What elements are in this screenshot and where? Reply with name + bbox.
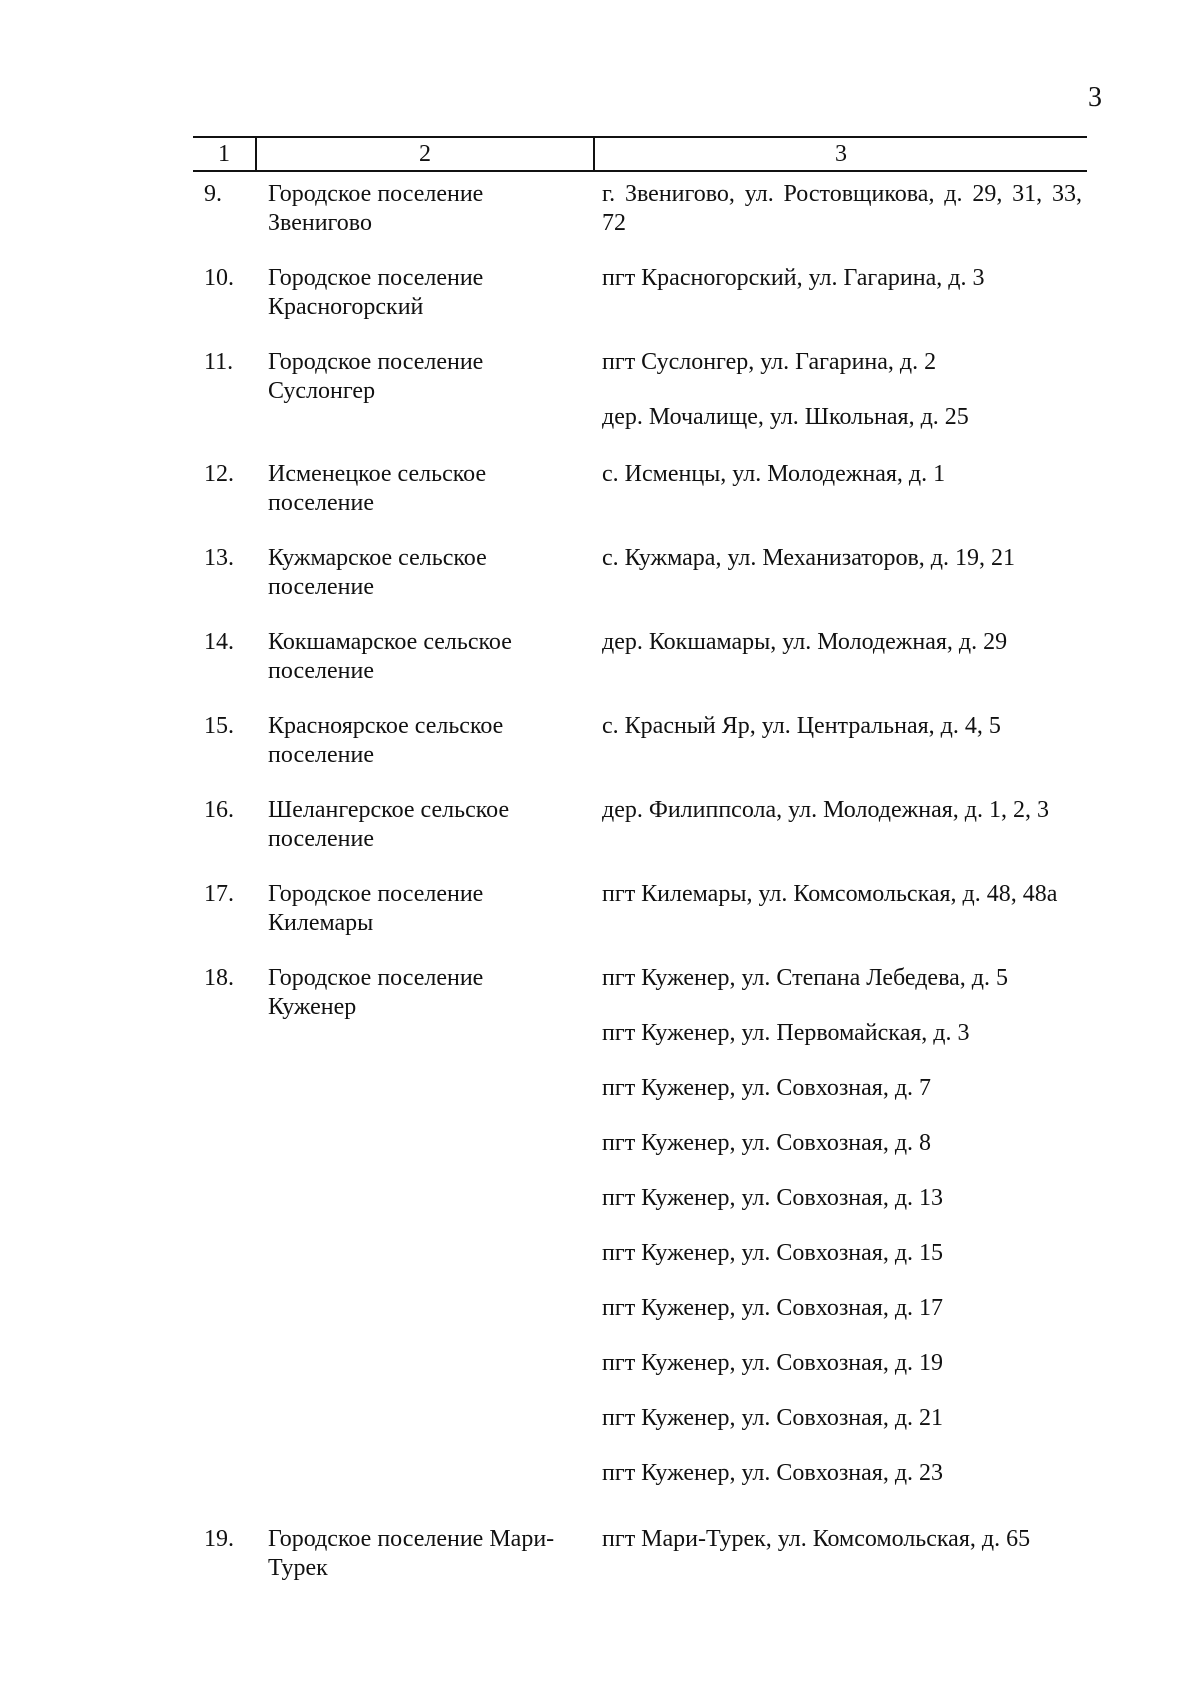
address-item: дер. Мочалище, ул. Школьная, д. 25 [602,404,969,430]
settlement-name: Красноярское сельское поселение [268,713,504,768]
row-number: 10. [204,265,234,291]
address-item: с. Исменцы, ул. Молодежная, д. 1 [602,461,946,487]
row-number: 9. [204,181,222,207]
settlement-name: Кужмарское сельское поселение [268,545,487,600]
row-number: 15. [204,713,234,739]
address-list [602,712,1082,767]
settlement-name: Исменецкое сельское поселение [268,461,487,516]
address-item: пгт Куженер, ул. Совхозная, д. 21 [602,1405,944,1431]
settlement-name: Городское поселение Килемары [268,881,484,936]
header-col-1: 1 [218,141,230,167]
address-item: г. Звенигово, ул. Ростовщикова, д. 29, 31, 33, 72 [602,181,1082,236]
address-item: пгт Мари-Турек, ул. Комсомольская, д. 65 [602,1526,1031,1552]
address-item: пгт Куженер, ул. Совхозная, д. 19 [602,1350,944,1376]
row-number: 18. [204,965,234,991]
row-number: 17. [204,881,234,907]
settlement-name: Шелангерское сельское поселение [268,797,510,852]
header-col-2: 2 [419,141,431,167]
header-col-3: 3 [835,141,847,167]
settlement-name: Городское поселение Звенигово [268,181,484,236]
address-list [602,796,1082,851]
address-list [602,628,1082,683]
settlement-name: Городское поселение Куженер [268,965,484,1020]
address-list [602,1525,1082,1580]
address-item: пгт Куженер, ул. Совхозная, д. 8 [602,1130,932,1156]
row-number: 16. [204,797,234,823]
address-list [602,880,1082,935]
address-item: дер. Филиппсола, ул. Молодежная, д. 1, 2, 3 [602,797,1049,823]
address-list [602,460,1082,515]
address-list [602,264,1082,319]
row-number: 11. [204,349,234,375]
address-item: пгт Красногорский, ул. Гагарина, д. 3 [602,265,985,291]
address-item: пгт Куженер, ул. Совхозная, д. 17 [602,1295,944,1321]
row-number: 13. [204,545,234,571]
row-number: 19. [204,1526,234,1552]
address-item: с. Красный Яр, ул. Центральная, д. 4, 5 [602,713,1001,739]
address-item: пгт Суслонгер, ул. Гагарина, д. 2 [602,349,937,375]
row-number: 12. [204,461,234,487]
address-item: дер. Кокшамары, ул. Молодежная, д. 29 [602,629,1008,655]
table-header [193,136,1087,172]
address-list [602,348,1082,458]
address-item: пгт Килемары, ул. Комсомольская, д. 48, 48а [602,881,1058,907]
address-list [602,180,1082,264]
row-number: 14. [204,629,234,655]
address-item: пгт Куженер, ул. Совхозная, д. 7 [602,1075,932,1101]
address-item: пгт Куженер, ул. Степана Лебедева, д. 5 [602,965,1008,991]
address-item: пгт Куженер, ул. Совхозная, д. 15 [602,1240,944,1266]
address-list [602,544,1082,599]
settlement-name: Кокшамарское сельское поселение [268,629,512,684]
address-list [602,964,1082,1514]
address-item: с. Кужмара, ул. Механизаторов, д. 19, 21 [602,545,1015,571]
address-item: пгт Куженер, ул. Первомайская, д. 3 [602,1020,970,1046]
settlement-name: Городское поселение Суслонгер [268,349,484,404]
settlement-name: Городское поселение Мари-Турек [268,1526,555,1581]
address-item: пгт Куженер, ул. Совхозная, д. 23 [602,1460,944,1486]
address-item: пгт Куженер, ул. Совхозная, д. 13 [602,1185,944,1211]
settlement-name: Городское поселение Красногорский [268,265,484,320]
page-number: 3 [1088,82,1102,113]
